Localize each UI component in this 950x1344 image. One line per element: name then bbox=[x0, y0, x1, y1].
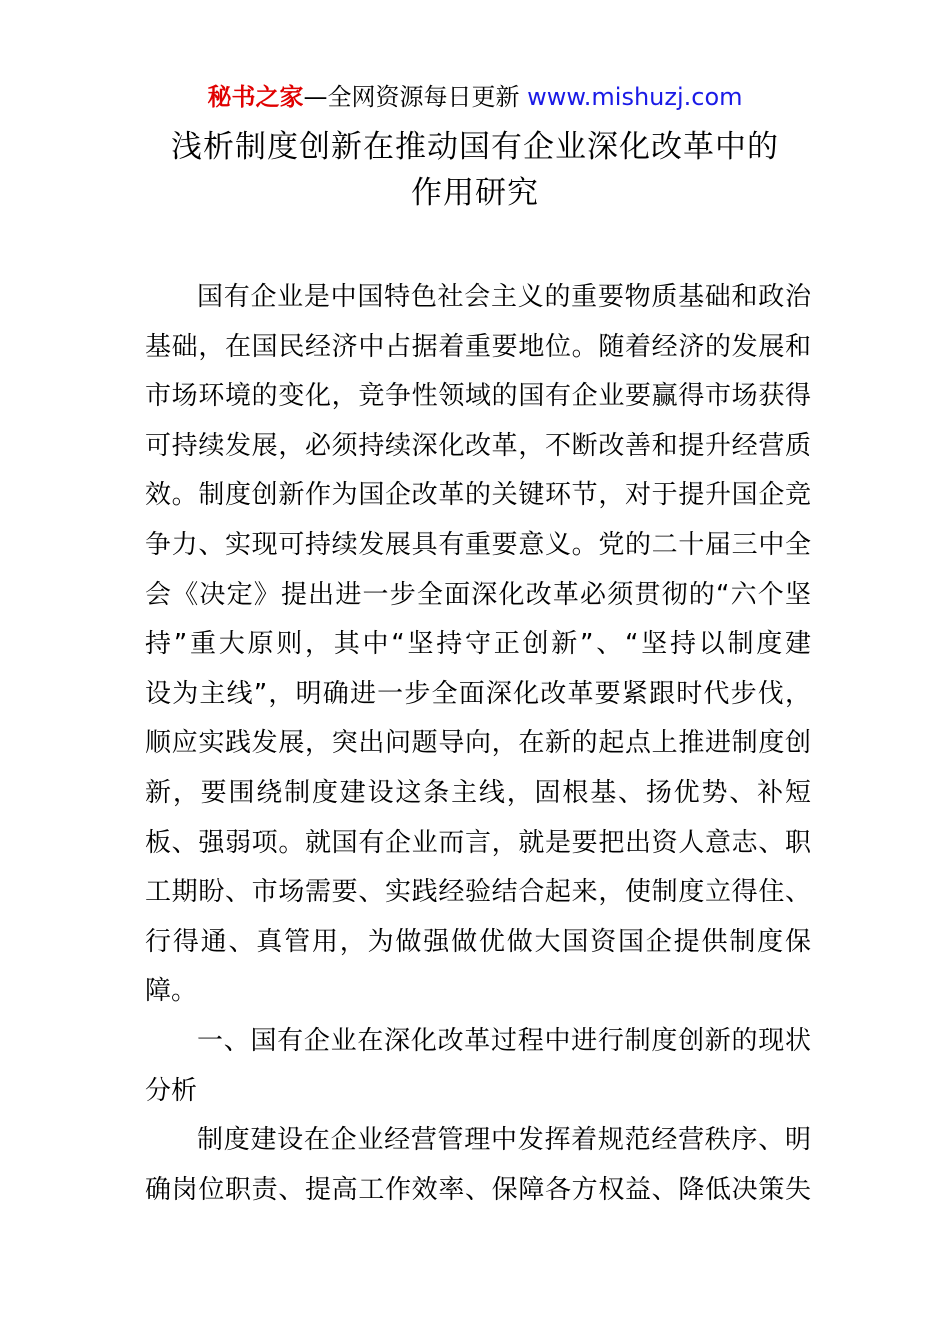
paragraph-line: 工期盼、市场需要、实践经验结合起来，使制度立得住、 bbox=[145, 877, 811, 908]
site-header bbox=[0, 80, 950, 114]
header-tagline: —全网资源每日更新 bbox=[303, 83, 520, 111]
section-heading-line: 一、国有企业在深化改革过程中进行制度创新的现状 bbox=[197, 1025, 811, 1056]
paragraph-line: 争力、实现可持续发展具有重要意义。党的二十届三中全 bbox=[145, 529, 811, 560]
section-heading-line: 分析 bbox=[145, 1075, 198, 1106]
paragraph-line: 板、强弱项。就国有企业而言，就是要把出资人意志、职 bbox=[145, 827, 811, 858]
paragraph-line: 确岗位职责、提高工作效率、保障各方权益、降低决策失 bbox=[145, 1174, 811, 1205]
paragraph-line: 基础，在国民经济中占据着重要地位。随着经济的发展和 bbox=[145, 331, 811, 362]
paragraph-line: 障。 bbox=[145, 976, 198, 1007]
title-line: 作用研究 bbox=[411, 175, 539, 211]
brand-name: 秘书之家 bbox=[207, 83, 304, 111]
site-url-link[interactable]: www.mishuzj.com bbox=[527, 83, 743, 111]
paragraph-line: 设为主线”，明确进一步全面深化改革要紧跟时代步伐， bbox=[145, 678, 811, 709]
document-title bbox=[0, 124, 950, 216]
paragraph-line: 持”重大原则，其中“坚持守正创新”、“坚持以制度建 bbox=[145, 629, 811, 660]
paragraph-line: 行得通、真管用，为做强做优做大国资国企提供制度保 bbox=[145, 926, 811, 957]
paragraph-line: 新，要围绕制度建设这条主线，固根基、扬优势、补短 bbox=[145, 777, 811, 808]
document-body bbox=[145, 273, 811, 1215]
paragraph-line: 国有企业是中国特色社会主义的重要物质基础和政治 bbox=[197, 282, 811, 312]
paragraph-line: 会《决定》提出进一步全面深化改革必须贯彻的“六个坚 bbox=[145, 579, 811, 610]
paragraph-line: 顺应实践发展，突出问题导向，在新的起点上推进制度创 bbox=[145, 728, 811, 759]
paragraph-line: 市场环境的变化，竞争性领域的国有企业要赢得市场获得 bbox=[145, 381, 811, 412]
paragraph-line: 制度建设在企业经营管理中发挥着规范经营秩序、明 bbox=[197, 1125, 811, 1156]
paragraph-line: 可持续发展，必须持续深化改革，不断改善和提升经营质 bbox=[145, 430, 811, 461]
title-line: 浅析制度创新在推动国有企业深化改革中的 bbox=[171, 129, 779, 165]
paragraph-line: 效。制度创新作为国企改革的关键环节，对于提升国企竞 bbox=[145, 480, 811, 511]
